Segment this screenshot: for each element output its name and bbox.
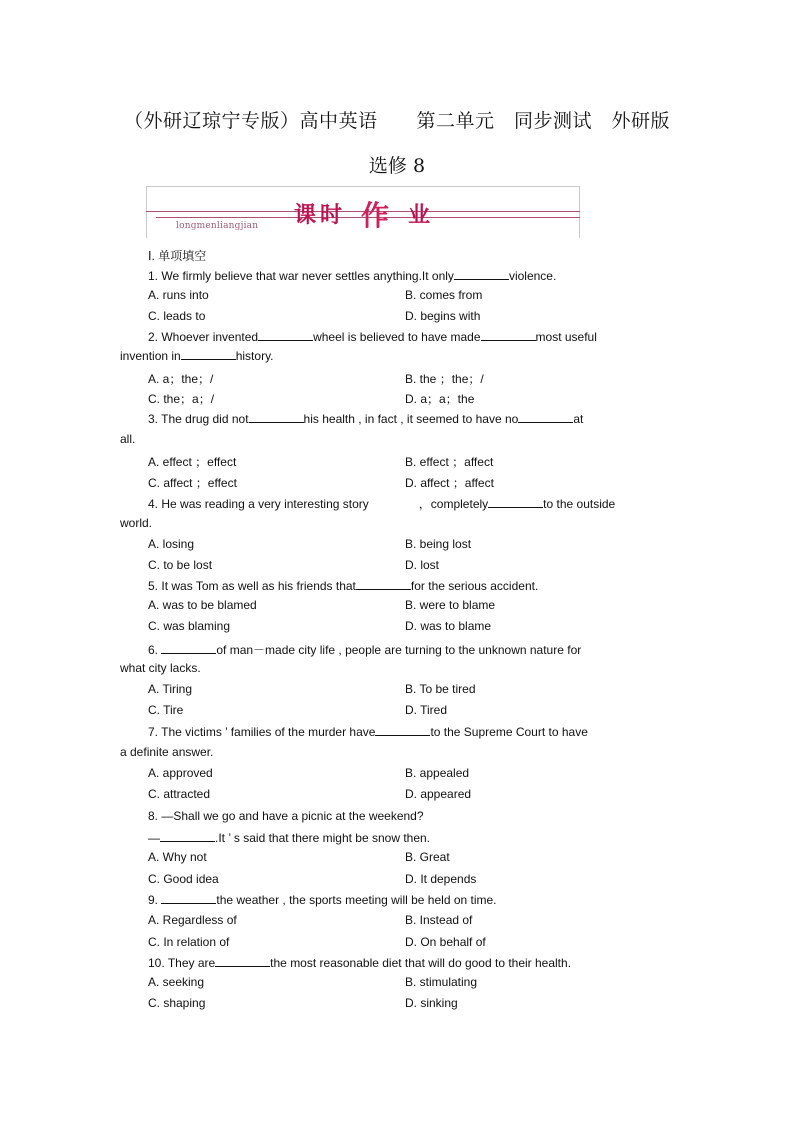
answer-blank[interactable] (161, 892, 216, 904)
question-9: 9. the weather , the sports meeting will be held on time. (148, 893, 497, 907)
question-7: 7. The victims ’ families of the murder have to the Supreme Court to have (148, 725, 588, 739)
question-7-continued: a definite answer. (120, 745, 214, 759)
question-3-continued: all. (120, 432, 136, 446)
option-3b[interactable]: B. effect ；affect (405, 455, 494, 469)
option-4d[interactable]: D. lost (405, 558, 440, 572)
answer-blank[interactable] (488, 496, 543, 508)
answer-blank[interactable] (454, 268, 509, 280)
option-2d[interactable]: D. a；a；the (405, 392, 475, 406)
answer-blank[interactable] (249, 411, 304, 423)
option-6a[interactable]: A. Tiring (148, 682, 193, 696)
question-2-continued: invention in history. (120, 349, 274, 363)
question-8-continued: — .It ’ s said that there might be snow then. (148, 831, 431, 845)
option-7b[interactable]: B. appealed (405, 766, 470, 780)
option-9b[interactable]: B. Instead of (405, 913, 473, 927)
lesson-banner (146, 186, 580, 239)
option-10a[interactable]: A. seeking (148, 975, 205, 989)
option-8a[interactable]: A. Why not (148, 850, 207, 864)
answer-blank[interactable] (481, 329, 536, 341)
answer-blank[interactable] (161, 642, 216, 654)
option-10c[interactable]: C. shaping (148, 996, 206, 1010)
option-2b[interactable]: B. the ；the；/ (405, 372, 484, 386)
option-8d[interactable]: D. It depends (405, 872, 477, 886)
option-1b[interactable]: B. comes from (405, 288, 483, 302)
option-7d[interactable]: D. appeared (405, 787, 472, 801)
option-2c[interactable]: C. the；a；/ (148, 392, 215, 406)
document-subtitle: 选修 8 (368, 155, 426, 177)
answer-blank[interactable] (518, 411, 573, 423)
option-6d[interactable]: D. Tired (405, 703, 448, 717)
option-4a[interactable]: A. losing (148, 537, 195, 551)
option-5b[interactable]: B. were to blame (405, 598, 496, 612)
answer-blank[interactable] (356, 578, 411, 590)
answer-blank[interactable] (215, 955, 270, 967)
question-4-continued: world. (120, 516, 153, 530)
option-1a[interactable]: A. runs into (148, 288, 209, 302)
section-heading: Ⅰ. 单项填空 (148, 249, 207, 263)
option-10b[interactable]: B. stimulating (405, 975, 478, 989)
option-6c[interactable]: C. Tire (148, 703, 184, 717)
question-1: 1. We firmly believe that war never settles anything.It only violence. (148, 269, 557, 283)
question-4: 4. He was reading a very interesting story ，completely to the outside (148, 497, 616, 511)
option-6b[interactable]: B. To be tired (405, 682, 476, 696)
option-10d[interactable]: D. sinking (405, 996, 458, 1010)
option-7a[interactable]: A. approved (148, 766, 213, 780)
question-6: 6. of man－made city life , people are turning to the unknown nature for (148, 643, 582, 657)
option-8b[interactable]: B. Great (405, 850, 450, 864)
answer-blank[interactable] (258, 329, 313, 341)
option-9a[interactable]: A. Regardless of (148, 913, 237, 927)
option-3c[interactable]: C. affect ；effect (148, 476, 237, 490)
option-5a[interactable]: A. was to be blamed (148, 598, 257, 612)
option-5c[interactable]: C. was blaming (148, 619, 231, 633)
option-4c[interactable]: C. to be lost (148, 558, 213, 572)
option-3a[interactable]: A. effect ；effect (148, 455, 237, 469)
question-8: 8. —Shall we go and have a picnic at the weekend? (148, 809, 424, 823)
banner-char: 时 (320, 203, 343, 228)
option-4b[interactable]: B. being lost (405, 537, 472, 551)
question-10: 10. They are the most reasonable diet that will do good to their health. (148, 956, 572, 970)
question-5: 5. It was Tom as well as his friends that for the serious accident. (148, 579, 539, 593)
banner-char: 业 (408, 203, 431, 228)
option-2a[interactable]: A. a；the；/ (148, 372, 214, 386)
option-7c[interactable]: C. attracted (148, 787, 211, 801)
option-9c[interactable]: C. In relation of (148, 935, 230, 949)
option-1d[interactable]: D. begins with (405, 309, 481, 323)
question-3: 3. The drug did not his health , in fact , it seemed to have no at (148, 412, 584, 426)
option-1c[interactable]: C. leads to (148, 309, 206, 323)
banner-pinyin: longmenliangjian (176, 221, 259, 231)
answer-blank[interactable] (181, 348, 236, 360)
option-9d[interactable]: D. On behalf of (405, 935, 486, 949)
answer-blank[interactable] (375, 724, 430, 736)
answer-blank[interactable] (160, 830, 215, 842)
banner-char: 作 (361, 199, 390, 232)
question-2: 2. Whoever invented wheel is believed to have made most useful (148, 330, 597, 344)
option-8c[interactable]: C. Good idea (148, 872, 219, 886)
option-3d[interactable]: D. affect ；affect (405, 476, 494, 490)
document-title: （外研辽琼宁专版）高中英语 第二单元 同步测试 外研版 (123, 110, 670, 132)
option-5d[interactable]: D. was to blame (405, 619, 492, 633)
question-6-continued: what city lacks. (120, 661, 201, 675)
banner-char: 课 (294, 203, 317, 228)
